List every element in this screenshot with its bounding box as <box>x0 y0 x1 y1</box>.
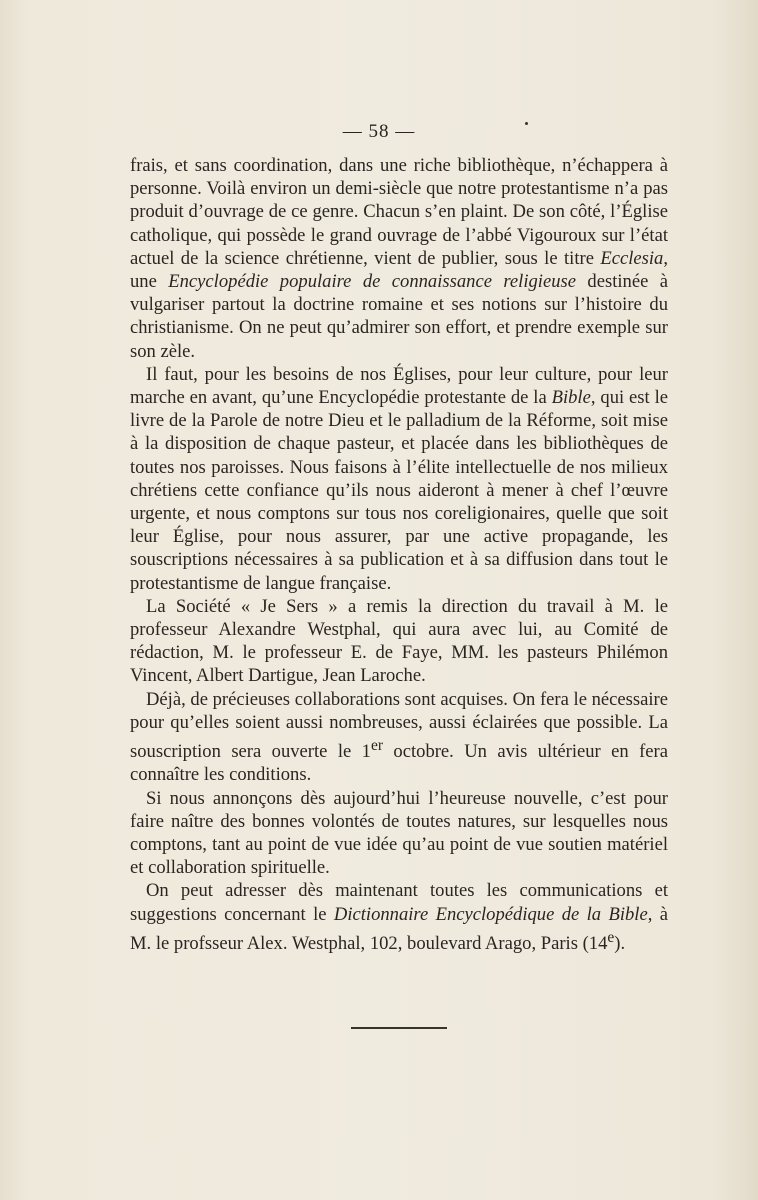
page-number: — 58 — <box>342 121 416 142</box>
paragraph-5: Si nous annonçons dès aujourd’hui l’heureuse nouvelle, c’est pour faire naître des bonnes volontés de toutes natures, sur lesquelles nous comptons, tant au point de vue idée qu’au point de vue soutien matériel et collaboration spirituelle. <box>130 787 668 879</box>
closing-rule <box>351 1027 447 1029</box>
paragraph-6: On peut adresser dès maintenant toutes les communications et suggestions concernant le Dictionnaire Encyclopédique de la Bible, à M. le profsseur Alex. Westphal, 102, boulevard Arago, Paris (14e). <box>130 880 668 955</box>
italic-title: Ecclesia <box>600 247 664 269</box>
body-text <box>130 154 668 955</box>
paragraph-1: frais, et sans coordination, dans une riche bibliothèque, n’échappera à personne. Voilà environ un demi-siècle que notre protestantisme n’a pas produit d’ouvrage de ce genre. Chacun s’en plaint. De son côté, l’Église catholique, qui possède le grand ouvrage de l’abbé Vigouroux sur l’état actuel de la science chrétienne, vient de publier, sous le titre Ecclesia, une Encyclopédie populaire de connaissance religieuse destinée à vulgariser partout la doctrine romaine et ses notions sur l’histoire du christianisme. On ne peut qu’admirer son effort, et prendre exemple sur son zèle. <box>130 155 668 362</box>
superscript: e <box>607 928 615 946</box>
italic-title: Encyclopédie populaire de connaissance religieuse <box>168 271 577 293</box>
italic-title: Bible <box>551 387 591 409</box>
paragraph-2: Il faut, pour les besoins de nos Églises, pour leur culture, pour leur marche en avant, qu’une Encyclopédie protestante de la Bible, qui est le livre de la Parole de notre Dieu et le palladium de la Réforme, soit mise à la disposition de chaque pasteur, et placée dans les bibliothèques de toutes nos paroisses. Nous faisons à l’élite intellectuelle de nos milieux chrétiens cette confiance qu’ils nous aideront à mener à chef l’œuvre urgente, et nous comptons sur tous nos coreligionaires, quelle que soit leur Église, pour nous assurer, par une active propagande, les souscriptions nécessaires à sa publication et à sa diffusion dans tout le protestantisme de langue française. <box>130 363 668 594</box>
paragraph-3: La Société « Je Sers » a remis la direction du travail à M. le professeur Alexandre Westphal, qui aura avec lui, au Comité de rédaction, M. le professeur E. de Faye, MM. les pasteurs Philémon Vincent, Albert Dartigue, Jean Laroche. <box>130 595 668 687</box>
superscript: er <box>370 737 384 755</box>
paragraph-4: Déjà, de précieuses collaborations sont acquises. On fera le nécessaire pour qu’elles soient aussi nombreuses, aussi éclairées que possible. La souscription sera ouverte le 1er octobre. Un avis ultérieur en fera connaître les conditions. <box>130 688 668 786</box>
italic-title: Dictionnaire Encyclopédique de la Bible <box>333 903 648 925</box>
